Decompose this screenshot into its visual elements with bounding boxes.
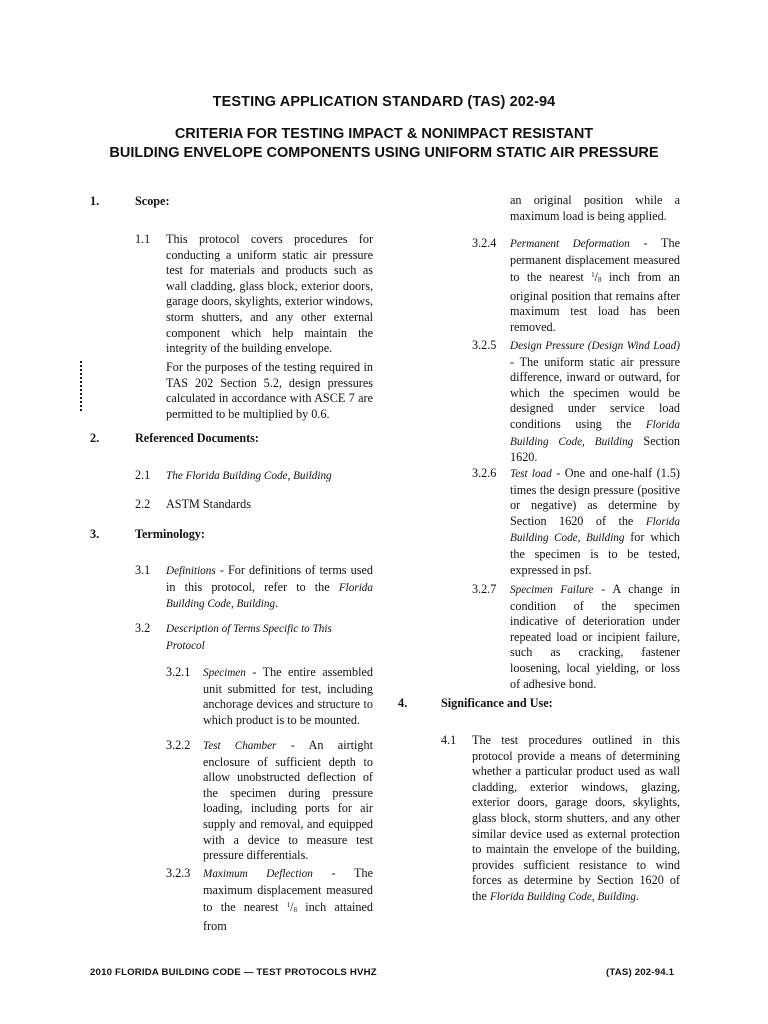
clause-1-1-text: This protocol covers procedures for conducting a uniform static air pressure test for materials and products such as wall cladding, glass block, exterior doors, garage doors, skylights, exterior windows, storm shutters, and any other external component which help maintain the integrity of the building envelope. [166,232,373,356]
section-heading-scope: Scope: [135,194,170,208]
fraction-denominator: 8 [598,276,602,285]
section-number: 1. [90,194,100,208]
term-text: - For definitions of terms used in this protocol, refer to the [166,563,373,594]
page-subtitle [0,125,768,163]
clause-number: 3.2.4 [472,236,497,250]
clause-4-1-text [472,733,680,906]
term-text: - An airtight enclosure of sufficient depth to allow unobstructed deflection of the specimen during pressure loading, including ports for air supply and removal, and equipped with a device to measure test pressure differentials. [203,738,373,863]
fraction-denominator: 8 [293,906,297,915]
section-number: 2. [90,431,100,445]
term-text-end: inch from an original position that remains after maximum test load has been removed. [510,270,680,334]
term-text-end: for which the specimen is to be tested, expressed in psf. [510,530,681,577]
clause-number: 1.1 [135,232,151,246]
term-label: Description of Terms Specific to This Protocol [166,623,332,652]
subtitle-line-1: CRITERIA FOR TESTING IMPACT & NONIMPACT RESISTANT [174,126,594,142]
reference-title: Florida Building Code, Building [510,418,680,448]
section-heading-terminology: Terminology: [135,527,205,541]
clause-3-2-6-text [510,466,680,578]
margin-change-marker [80,361,82,413]
clause-number: 3.2.3 [166,866,191,880]
term-text: - The entire assembled unit submitted for test, including anchorage devices and structure to which product is to be mounted. [203,665,373,727]
clause-3-2-4-text: Permanent Deformation - The permanent displacement measured to the nearest $^1/_8$ inch from an original position that remains after maximum test load has been removed. [510,236,680,334]
fraction-numerator: 1 [591,271,595,280]
term-label: Specimen Failure [510,584,594,596]
clause-number: 3.2.5 [472,338,497,352]
clause-text-end: . [636,888,640,903]
term-text: - The permanent displacement measured to the nearest [510,236,680,285]
clause-number: 3.2.1 [166,665,191,679]
clause-2-2-text: ASTM Standards [166,497,251,511]
section-heading-referenced-documents: Referenced Documents: [135,431,259,445]
term-text: - The uniform static air pressure difference, inward or outward, for which the specimen would be designed under service load conditions using the [510,354,680,431]
reference-title: Florida Building Code, Building [166,581,373,611]
term-label: Test load [510,468,552,480]
term-end: . [275,596,279,611]
clause-text: The test procedures outlined in this protocol provide a means of determining whether a particular product used as wall cladding, exterior windows, glazing, exterior doors, garage doors, skylights, glass block, storm shutters, and any other similar device used as external protection to maintain the envelope of the building, provides sufficient resistance to wind forces as determine by Section 1620 of the [472,733,680,903]
clause-3-2-7-text [510,582,680,692]
clause-3-2-1-text [203,665,373,728]
term-label: Maximum Deflection [203,868,313,880]
fraction-numerator: 1 [286,901,291,910]
clause-number: 3.1 [135,563,151,577]
reference-title: Florida Building Code, Building [489,890,636,903]
footer-page-number: (TAS) 202-94.1 [606,967,675,978]
term-text: - A change in condition of the specimen indicative of deterioration under repeated load or incipient failure, such as cracking, fastener loosening, local yielding, or loss of adhesive bond. [510,582,680,691]
clause-3-2-3-continued: an original position while a maximum load is being applied. [510,193,680,223]
clause-number: 4.1 [441,733,457,747]
clause-3-2-text [166,621,373,654]
clause-number: 2.2 [135,497,151,511]
clause-3-2-3-text: Maximum Deflection - The maximum displacement measured to the nearest $^1/_8$ inch attained from [203,866,373,933]
page-title: TESTING APPLICATION STANDARD (TAS) 202-94 [212,94,556,110]
clause-number: 2.1 [135,468,151,482]
section-number: 4. [398,696,408,710]
footer-left: 2010 FLORIDA BUILDING CODE — TEST PROTOCOLS HVHZ [90,967,377,978]
clause-1-1-note: For the purposes of the testing required in TAS 202 Section 5.2, design pressures calculated in accordance with ASCE 7 are permitted to be multiplied by 0.6. [166,360,373,421]
clause-number: 3.2.6 [472,466,497,480]
term-label: Test Chamber [203,740,277,752]
clause-number: 3.2 [135,621,151,635]
term-label: Definitions [166,565,216,577]
term-label: Specimen [203,667,246,679]
subtitle-line-2: BUILDING ENVELOPE COMPONENTS USING UNIFORM STATIC AIR PRESSURE [109,145,659,161]
section-heading-significance-and-use: Significance and Use: [441,696,553,710]
term-text-end: inch attained from [203,900,373,933]
reference-title: The Florida Building Code, Building [166,470,332,482]
section-number: 3. [90,527,100,541]
term-label: Design Pressure (Design Wind Load) [510,340,680,352]
clause-3-1-text [166,563,373,613]
term-text-end: Section 1620. [510,433,680,465]
clause-number: 3.2.7 [472,582,497,596]
term-text: - The maximum displacement measured to the nearest [203,866,373,915]
term-text: - One and one-half (1.5) times the design pressure (positive or negative) as determine by Section 1620 of the [510,466,680,528]
clause-2-1-text [166,468,373,485]
reference-title: Florida Building Code, Building [510,515,680,545]
clause-number: 3.2.2 [166,738,191,752]
clause-3-2-2-text [203,738,373,864]
term-label: Permanent Deformation [510,238,630,250]
clause-3-2-5-text [510,338,680,466]
